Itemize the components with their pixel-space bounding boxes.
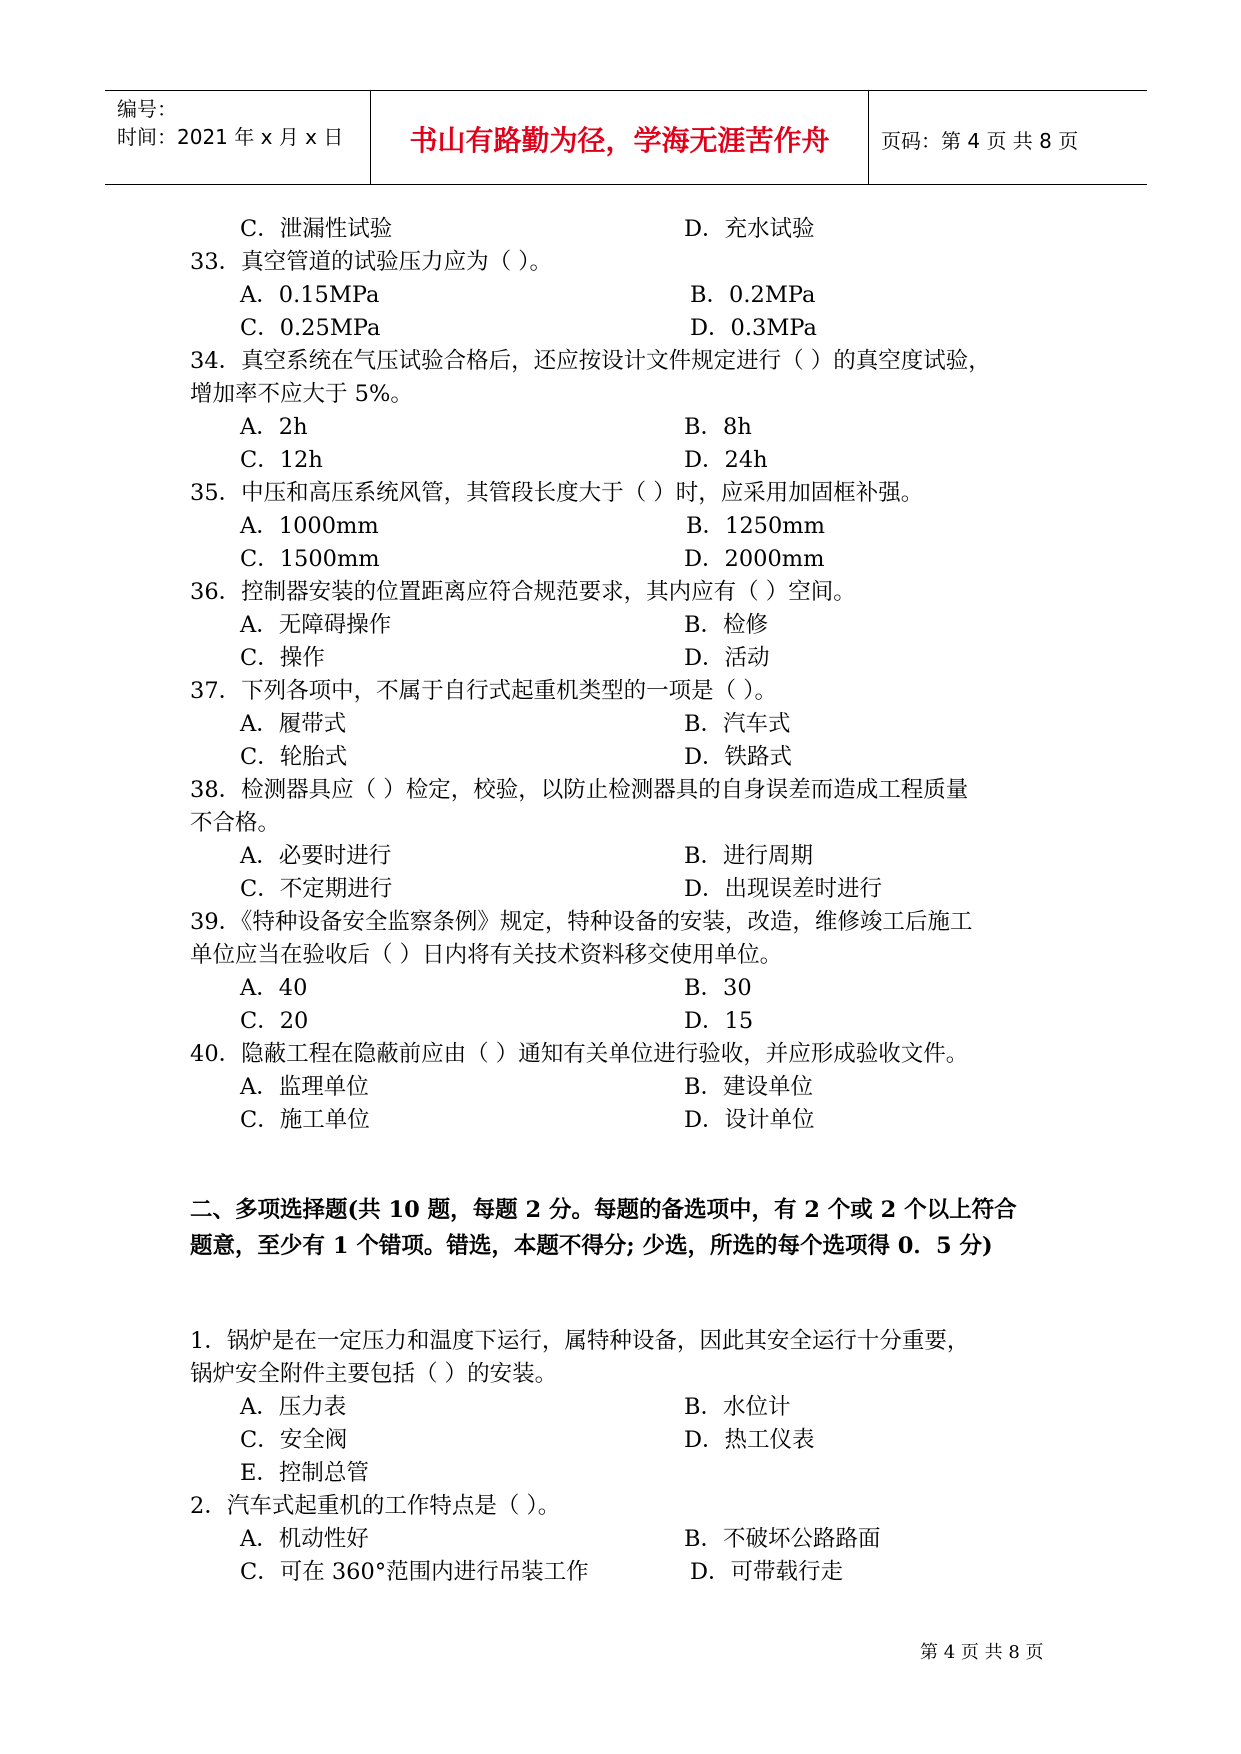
option-line: D．2000mm xyxy=(684,546,825,572)
document-header xyxy=(105,90,1147,185)
option-line: B．不破坏公路路面 xyxy=(684,1526,881,1552)
option-line: D．出现误差时进行 xyxy=(684,876,883,902)
question-line: 增加率不应大于 5%。 xyxy=(190,381,413,407)
option-line: D．0.3MPa xyxy=(690,315,817,341)
option-line: C．20 xyxy=(240,1008,309,1034)
question-line: 单位应当在验收后（ ）日内将有关技术资料移交使用单位。 xyxy=(190,942,783,968)
page-footer: 第 4 页 共 8 页 xyxy=(920,1642,1044,1663)
section-heading-line1: 二、多项选择题(共 10 题，每题 2 分。每题的备选项中，有 2 个或 2 个以上符合 xyxy=(190,1197,1017,1223)
question-line: 34．真空系统在气压试验合格后，还应按设计文件规定进行（ ）的真空度试验， xyxy=(190,348,991,374)
option-line: C．轮胎式 xyxy=(240,744,348,770)
option-line: D．可带载行走 xyxy=(690,1559,844,1585)
option-line: C．操作 xyxy=(240,645,325,671)
option-line: A．机动性好 xyxy=(240,1526,369,1552)
option-line: D．活动 xyxy=(684,645,770,671)
option-line: D．15 xyxy=(684,1008,754,1034)
option-line: C．1500mm xyxy=(240,546,380,572)
document-number-label: 编号： xyxy=(117,97,177,121)
option-line: B．水位计 xyxy=(684,1394,791,1420)
option-line: A．0.15MPa xyxy=(240,282,380,308)
option-line: A．2h xyxy=(240,414,308,440)
option-line: A．无障碍操作 xyxy=(240,612,392,638)
option-line: A．履带式 xyxy=(240,711,347,737)
header-page-info: 页码：第 4 页 共 8 页 xyxy=(881,129,1079,153)
option-line: B．汽车式 xyxy=(684,711,791,737)
question-line: 40．隐蔽工程在隐蔽前应由（ ）通知有关单位进行验收，并应形成验收文件。 xyxy=(190,1041,969,1067)
option-line: D．充水试验 xyxy=(684,216,815,242)
option-line: D．24h xyxy=(684,447,768,473)
question-line: 33．真空管道的试验压力应为（ ）。 xyxy=(190,249,553,275)
header-motto: 书山有路勤为径，学海无涯苦作舟 xyxy=(409,124,830,157)
header-center-cell xyxy=(370,91,869,184)
option-line: B．1250mm xyxy=(686,513,825,539)
section-heading-line2: 题意，至少有 1 个错项。错选，本题不得分; 少选，所选的每个选项得 0．5 分) xyxy=(190,1233,993,1259)
option-line: D．热工仪表 xyxy=(684,1427,815,1453)
question-line: 1．锅炉是在一定压力和温度下运行，属特种设备，因此其安全运行十分重要， xyxy=(190,1328,970,1354)
option-line: C．不定期进行 xyxy=(240,876,393,902)
question-line: 38．检测器具应（ ）检定，校验，以防止检测器具的自身误差而造成工程质量 xyxy=(190,777,969,803)
option-line: B．建设单位 xyxy=(684,1074,814,1100)
option-line: C．施工单位 xyxy=(240,1107,370,1133)
option-line: A．压力表 xyxy=(240,1394,347,1420)
option-line: B．检修 xyxy=(684,612,769,638)
option-line: A．40 xyxy=(240,975,308,1001)
option-line: B．0.2MPa xyxy=(690,282,816,308)
question-line: 锅炉安全附件主要包括（ ）的安装。 xyxy=(190,1361,558,1387)
option-line: A．监理单位 xyxy=(240,1074,369,1100)
option-line: C．可在 360°范围内进行吊装工作 xyxy=(240,1559,589,1585)
question-line: 2．汽车式起重机的工作特点是（ ）。 xyxy=(190,1493,561,1519)
option-line: E．控制总管 xyxy=(240,1460,369,1486)
option-line: B．进行周期 xyxy=(684,843,814,869)
header-right-cell xyxy=(869,91,1147,184)
option-line: B．8h xyxy=(684,414,752,440)
option-line: A．必要时进行 xyxy=(240,843,392,869)
document-time-label: 时间：2021 年 x 月 x 日 xyxy=(117,125,344,149)
option-line: A．1000mm xyxy=(240,513,379,539)
question-line: 35．中压和高压系统风管，其管段长度大于（ ）时，应采用加固框补强。 xyxy=(190,480,924,506)
option-line: D．设计单位 xyxy=(684,1107,815,1133)
option-line: C．0.25MPa xyxy=(240,315,381,341)
question-line: 不合格。 xyxy=(190,810,281,836)
option-line: D．铁路式 xyxy=(684,744,793,770)
option-line: B．30 xyxy=(684,975,752,1001)
question-line: 36．控制器安装的位置距离应符合规范要求，其内应有（ ）空间。 xyxy=(190,579,856,605)
header-left-cell xyxy=(105,91,370,184)
option-line: C．安全阀 xyxy=(240,1427,348,1453)
option-line: C．12h xyxy=(240,447,323,473)
question-line: 37．下列各项中，不属于自行式起重机类型的一项是（ ）。 xyxy=(190,678,778,704)
option-line: C．泄漏性试验 xyxy=(240,216,393,242)
question-line: 39．《特种设备安全监察条例》规定，特种设备的安装，改造，维修竣工后施工 xyxy=(190,909,973,935)
